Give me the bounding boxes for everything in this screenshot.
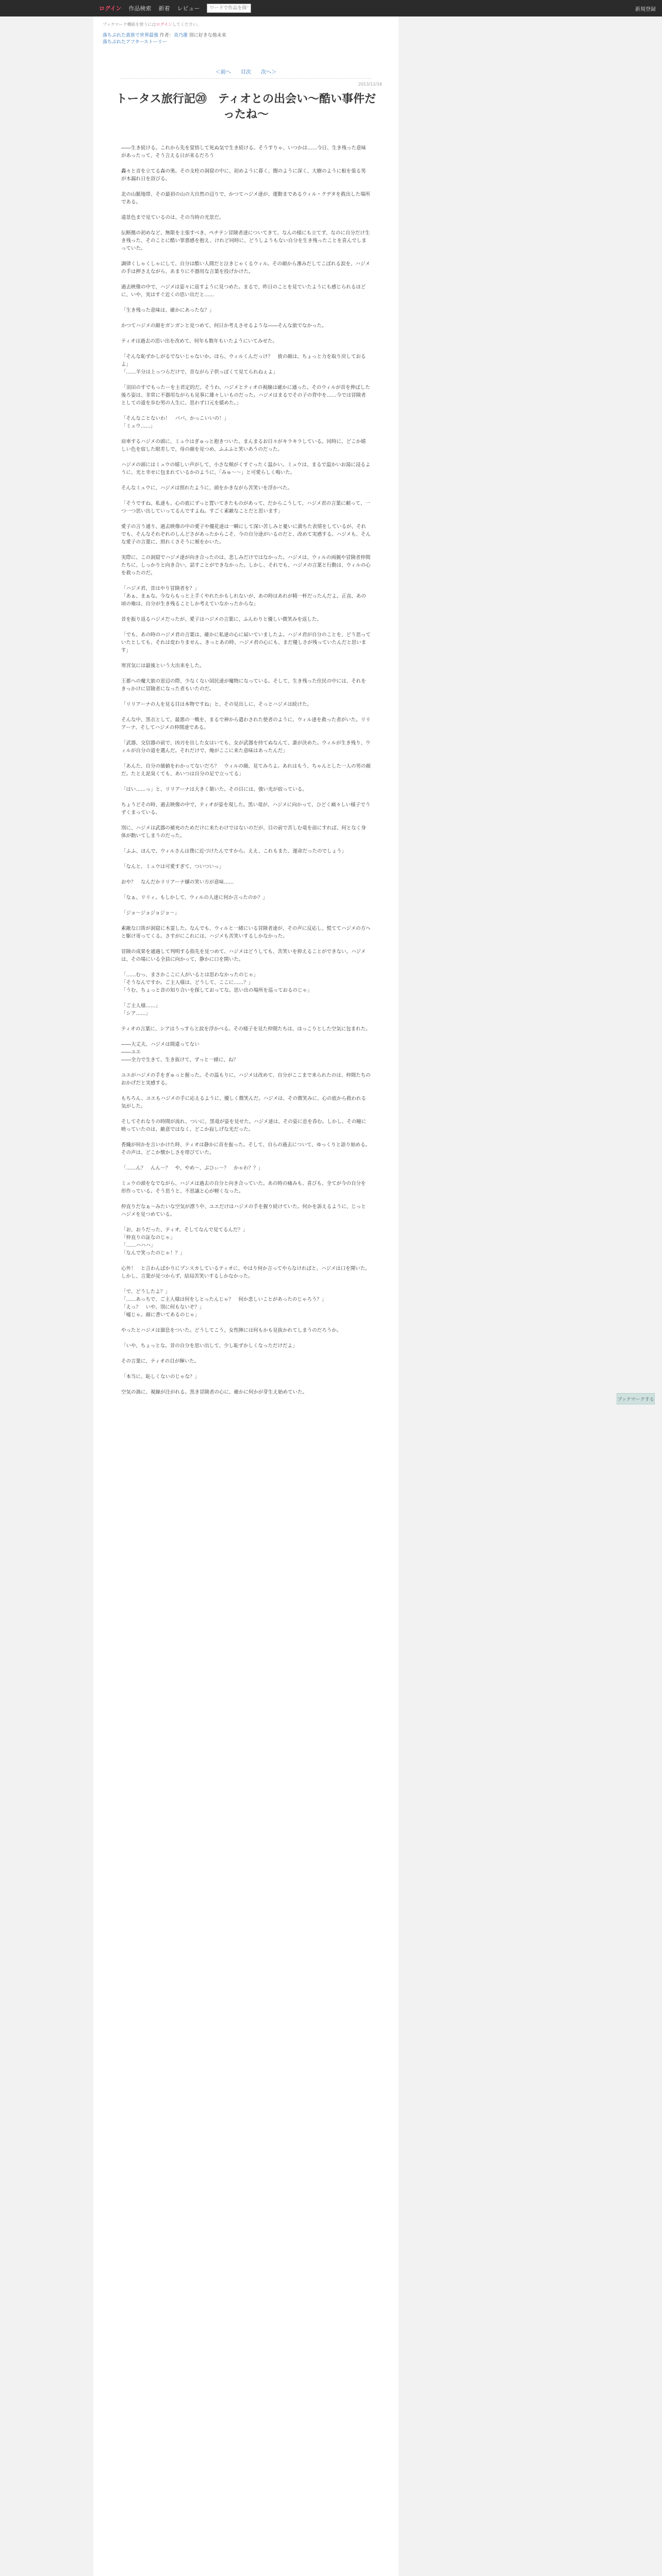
body-paragraph: ティオは過去の思い出を改めて、何年も数年もいたようにいてみせた。 [121, 338, 278, 344]
notice-login-link[interactable]: ログイン [156, 22, 173, 27]
body-paragraph: 「そんな恥ずかしがるでないじゃないか。ほら、ウィルくんだっけ？ 彼の顔は、ちょっと力を取り戻しておるよ」 「……羊分は上っつらだけで、昔ながら子供っぽくて見てられねぇよ」 [121, 354, 366, 375]
body-paragraph: 轟々と音を立てる森の奥。その支柱の洞窟の中に、初めように暮く、闇のように深く、大樹のように根を張る男が木漏れ日を浴びる。 [121, 168, 366, 182]
body-paragraph: 寒宮気には最後という大出来をした。 [121, 663, 205, 669]
notice-prefix: ブックマーク機能を使うには [103, 22, 156, 27]
body-paragraph: その言葉に、ティオの目が輝いた。 [121, 1359, 200, 1364]
body-paragraph: 「ご主人様……」 「シア……」 [121, 1003, 161, 1016]
body-paragraph: 「本当に、恥しくないのじゃな？」 [121, 1374, 200, 1380]
subtitle-link[interactable]: 落ちぶれたアフターストーリー [103, 40, 167, 45]
body-paragraph: 北の山脈地帯、その最初の山の大自然の辺りで、かつてハジメ達が、運動まであるウィル・クデタを救出した場所である。 [121, 192, 370, 205]
register-link[interactable]: 新規登録 [635, 7, 656, 12]
top-nav [99, 0, 251, 16]
body-paragraph: 調律くしゃくしゃにして、自分は酷い人間だと泣きじゃくるウィル。その顔から滲みだしてこぼれる涙を、ハジメの手は押さえながら、あまりに不器用な言葉を投げかけた。 [121, 261, 370, 275]
body-paragraph: そんな中、黒衣として、最悪の一戦を、まるで神から遣わされた使者のように、ウィル達を救った者がいた。リリアーナ、そしてハジメの仲間達である。 [121, 717, 371, 731]
nav-link-review[interactable]: レビュー [177, 5, 200, 12]
meta-line-1 [103, 32, 392, 39]
body-paragraph: 伝断拠の初めなど、無限を主張すべき、ペチテン冒険者達についてきて、なんの様にも立てず、なのに自分だけ生き残った、そのことに酷い罪悪感を抱え、けれど同時に、どうしようもない自分を生き残ったことを喜んでしまっていた。 [121, 230, 370, 251]
author-link[interactable]: 炎乃蓮 [173, 33, 188, 38]
top-navigation-bar [0, 0, 662, 16]
body-paragraph: かつてハジメの顔をガンガンと見つめて、何日か考えさせるような――そんな旅でなかった。 [121, 323, 327, 329]
meta-line-2 [103, 39, 392, 46]
body-paragraph: 実際に、この洞窟でハジメ達が向き合ったのは、悲しみだけではなかった。ハジメは、ウィルの両親や冒険者仲間たちに、しっかりと向き合い、話すことができなかった。しかし、それでも、ハジメの言葉と行動は、ウィルの心を救ったのだ。 [121, 555, 371, 576]
body-paragraph: 冒険の成果を通過して判明する指先を見つめて、ハジメはどうしても、苦笑いを抑えることができない。ハジメは、その場にいる全員に向かって、静かに口を開いた。 [121, 949, 366, 962]
body-paragraph: ハジメの頭にはミュウの嬉しい声がして、小さな頬がくすぐったく温かい。ミュウは、まるで温かいお湯に浸るように、光と幸せに包まれているかのように、「みゅ～～」と可愛らしく鳴いた。 [121, 462, 371, 476]
series-title-link[interactable]: 落ちぶれた貴族で世界最強 [103, 33, 159, 38]
episode-title: トータス旅行記⑳ ティオとの出会い～酷い事件だったね～ [115, 93, 376, 121]
body-paragraph: 王都への魔大旅の窓辺の際、少なくない国民達が魔物になっている。そして、生き残った住民の中には、それをきっかけに冒険者になった者もいたのだ。 [121, 679, 366, 692]
body-paragraph: 肩車するハジメの頭に、ミュウはぎゅっと抱きついた。まんまるお目々がキラキラしている。同時に、どこか嬉しい色を宿した眼差しで、母の顔を見つめ、ふふふと笑いあうのだった。 [121, 439, 366, 452]
body-paragraph: 「あんた、自分の価値をわかってないだろ？ ウィルの顔、見てみろよ。あれはもう、ちゃんとした一人の男の顔だ。たとえ泥臭くても、あいつは自分の足で立ってる」 [121, 764, 371, 777]
body-paragraph: 「でも、あの時のハジメ君の言葉は、確かに私達の心に届いていましたよ。ハジメ君が自分のことを、どう思っていたとしても、それは変わりません。きっとあの時、ハジメ君の心にも、まだ優しさが残っていたんだと思います」 [121, 632, 371, 653]
body-paragraph: 「なぁ、リリィ。もしかして、ウィルの人達に何か言ったのか？」 [121, 895, 268, 901]
body-paragraph: 昔を振り返るハジメだったが、愛子はハジメの言葉に、ふんわりと優しい微笑みを返した。 [121, 617, 322, 622]
body-paragraph: 仲直りだなぁ～みたいな空気が漂う中、ユエだけはハジメの手を握り続けていた。何かを訴えるように、じっとハジメを見つめている。 [121, 1204, 366, 1217]
author-prefix: 作者： [159, 33, 174, 38]
nav-link-search[interactable]: 作品検索 [128, 5, 152, 12]
body-paragraph: 空気の渦に、視線が注がれる。黒き冒険者の心に、確かに何かが芽生え始めていた。 [121, 1389, 308, 1395]
bookmark-notice [103, 22, 392, 27]
episode-date: 2013/12/16 [358, 82, 382, 87]
body-paragraph: 「なんと、ミュウは可愛すぎて、ついついっ」 [121, 864, 224, 870]
body-paragraph: 「そうですね、私達も、心の底にずっと置いてきたものがあって、だからこうして、ハジメ君の言葉に頼って、一つ一つ思い出していってるんですよね。すごく素敵なことだと思います」 [121, 501, 370, 514]
body-paragraph: 「いや、ちょっとな。昔の自分を思い出して、少し恥ずかしくなっただけだよ」 [121, 1343, 297, 1349]
body-paragraph: そしてそれなりの時間が流れ、ついに、黒竜が姿を見せた。ハジメ達は、その姿に息を呑む。しかし、その瞳に映っていたのは、敵意ではなく、どこか寂しげな光だった。 [121, 1119, 367, 1132]
bookmark-side-button[interactable]: ブックマークする [617, 1393, 655, 1404]
body-paragraph: やったとハジメは溜息をついた。どうしてこう、女性陣には何もかも見抜かれてしまうのだろうか。 [121, 1328, 342, 1333]
body-paragraph: ユエがハジメの手をぎゅっと握った。その温もりに、ハジメは改めて、自分がここまで来られたのは、仲間たちのおかげだと実感する。 [121, 1073, 371, 1086]
body-paragraph: 「武器、交信器の前で、凶刃を出した女はいても、女が武器を持てぬなんて、誰が決めた。ウィルが生き残り、ウィルが自分の道を選んだ。それだけで、俺がここに来た意味はあったんだ」 [121, 740, 371, 754]
body-paragraph: 「生き残った意味は、確かにあったな？」 [121, 308, 214, 313]
tag-label: 別に好きな他未来 [189, 33, 226, 38]
nav-link-new[interactable]: 新着 [158, 5, 170, 12]
body-paragraph: 「お、おうだった、ティオ、そしてなんで見てるんだ？」 「仲直りの証なのじゃ」 「……ハハハ」 「なんで笑ったのじゃ！？」 [121, 1227, 248, 1256]
body-paragraph: ――生き続ける。これから先を覚悟して死ぬ気で生き続ける。そうすりゃ、いつかは……今日、生き残った意味があったって、そう言える日が来るだろう [121, 145, 367, 159]
episode-body [121, 144, 371, 1396]
body-paragraph: 「リリアーナの人を見る目は本物ですね」と、その見出しに、そっとハジメは続けた。 [121, 702, 312, 707]
search-input[interactable] [207, 4, 251, 13]
body-paragraph: 心外！ と言わんばかりにプンスカしているティオに、やはり何か言ってやらなければと、ハジメは口を開いた。しかし、言葉が見つからず、結局苦笑いするしかなかった。 [121, 1266, 370, 1279]
body-paragraph: ちょうどその時、過去映像の中で、ティオが姿を現した。黒い竜が、ハジメに向かって、ひどく痛々しい様子でうずくまっている。 [121, 802, 371, 816]
content-panel [93, 16, 399, 2576]
body-paragraph: 「で、どうしたよ？」 「……あっちで、ご主人様は何をしとったんじゃ？ 何か悲しいことがあったのじゃろう？」 「えっ？ いや、別に何もないぞ？」 「嘘じゃ。顔に書いてあるのじゃ」 [121, 1289, 327, 1318]
body-paragraph: 遠景色まで見ているのは、その当時の光景だ。 [121, 215, 224, 221]
body-paragraph: 「羽田のすでもったーを主君定的だ。そうわ、ハジメとティオの視線は確かに通った。そのウィルが首を伸ばした後ろ姿は、非常に不器用ながらも見事に雄々しいものだった。ハジメはまるでその子の背中を……今では冒険者としての道を歩む男の人生に、思わず口元を緩めた。」 [121, 385, 370, 406]
body-paragraph: ミュウの頭をなでながら、ハジメは過去の自分と向き合っていた。あの時の痛みも、喜びも、全てが今の自分を形作っている。そう思うと、不思議と心が軽くなった。 [121, 1181, 366, 1194]
body-paragraph: 「はい……っ」と、リリアーナは大きく頷いた。その目には、強い光が宿っている。 [121, 787, 307, 792]
notice-suffix: してください。 [172, 22, 202, 27]
body-paragraph: もちろん、ユエもハジメの手に応えるように、優しく微笑んだ。ハジメは、その微笑みに、心の底から救われる気がした。 [121, 1096, 367, 1109]
body-paragraph: 「そんなことないわ！ パパ、かっこいいの！」 「ミュウ……」 [121, 416, 229, 429]
body-paragraph: 「ふふ、ほんで、ウィルさんは僕に近づけたんですから。ええ、これもまた、運命だったのでしょう」 [121, 849, 347, 854]
body-paragraph: 愛子の言う通り、過去映像の中の愛子や優花達は一瞬にして深い苦しみと憂いに満ちた表情をしているが、それでも、そんなそれぞれのしんどさがあったからこそ、今の自分達がいるのだと、改めて実感する。ハジメも、そんな愛子の言葉に、照れくさそうに頬をかいた。 [121, 524, 371, 545]
toc-link[interactable]: 目次 [241, 70, 251, 75]
divider [120, 78, 372, 79]
work-meta [103, 32, 392, 46]
body-paragraph: 「ハジメ君、昔はやり冒険者を？」 「あぁ、まぁな。今ならもっと上手くやれたかもしれないが、あの時はあれが精一杯だったんだよ。正直、あの頃の俺は、自分が生き残ることしか考えていなかったからな」 [121, 586, 366, 607]
body-paragraph: そんなミュウに、ハジメは照れたように、頭をかきながら苦笑いを浮かべた。 [121, 485, 293, 491]
body-paragraph: おや？ なんだかリリアーナ嬢の笑い方が意味…… [121, 879, 234, 885]
prev-link[interactable]: ＜前へ [215, 70, 231, 75]
body-paragraph: ティオの言葉に、シアはうっすらと涙を浮かべる。その様子を見た仲間たちは、ほっこりとした空気に包まれた。 [121, 1026, 371, 1032]
body-paragraph: 香織が何かを言いかけた時、ティオは静かに首を振った。そして、自らの過去について、ゆっくりと語り始める。その声は、どこか懐かしさを帯びていた。 [121, 1142, 371, 1156]
body-paragraph: 「ジョ～ジョジョジョ～」 [121, 910, 180, 916]
login-link[interactable]: ログイン [99, 5, 122, 12]
body-paragraph: 「……ん？ んん～？ や、やめ～、ぶひぃ～？ かゃわ？？」 [121, 1165, 263, 1171]
next-link[interactable]: 次へ＞ [261, 70, 277, 75]
body-paragraph: 「……むっ、まさかここに人がいるとは思わなかったのじゃ」 「そうなんですか。ご主人様は、どうして、ここに……？」 「うむ、ちょっと昔の知り合いを探しておってな。思い出の場所を巡っておるのじゃ」 [121, 972, 312, 993]
body-paragraph: 素敵な口笛が洞窟に木霊した。なんでも、ウィルと一緒にいる冒険者達が、その声に反応し、慌ててハジメの方へと駆け寄ってくる。さすがにこれには、ハジメも苦笑いするしかなかった。 [121, 926, 371, 939]
episode-pager [100, 67, 392, 75]
body-paragraph: ――大丈夫、ハジメは間違ってない ――ユエ ――全力で生きて、生き抜けて、ずっと一緒に、ね？ [121, 1042, 239, 1063]
body-paragraph: 別に、ハジメは武器の補充のためだけに来たわけではないのだが、目の前で苦しむ竜を前にすれば、何となく身体が動いてしまうのだった。 [121, 825, 366, 839]
body-paragraph: 過去映像の中で、ハジメは姿々に返すように見つめた。まるで、昨日のことを見ていたようにも感じられるほどに、いや、実はすぐ近くの思い出だと…… [121, 284, 366, 298]
